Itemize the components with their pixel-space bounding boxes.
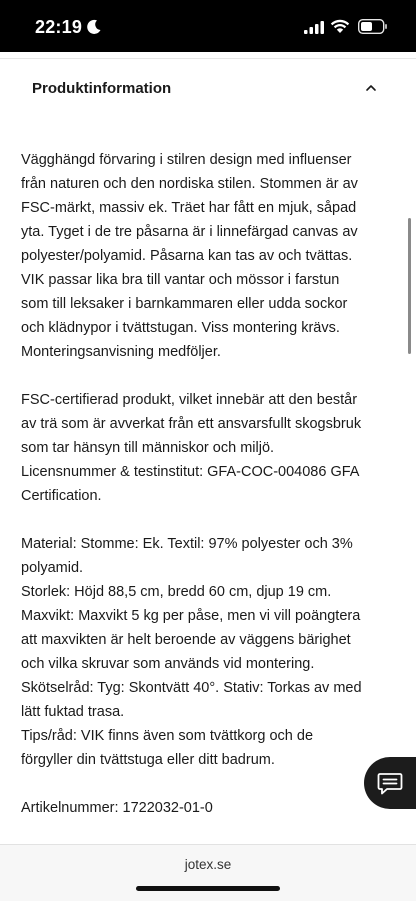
- text-line: Maxvikt: Maxvikt 5 kg per påse, men vi vill poängtera: [21, 608, 361, 624]
- text-line: Licensnummer & testinstitut: GFA-COC-004086 GFA: [21, 464, 360, 480]
- text-line: Material: Stomme: Ek. Textil: 97% polyester och 3%: [21, 536, 353, 552]
- article-number-paragraph: [21, 796, 391, 820]
- text-line: lätt fuktad trasa.: [21, 704, 125, 720]
- scrollbar[interactable]: [408, 218, 411, 354]
- text-line: VIK passar lika bra till vantar och mössor i farstun: [21, 272, 340, 288]
- text-line: FSC-certifierad produkt, vilket innebär att den består: [21, 392, 358, 408]
- text-line: Monteringsanvisning medföljer.: [21, 344, 221, 360]
- wifi-icon: [330, 19, 350, 34]
- chat-button[interactable]: [364, 757, 416, 809]
- article-number: Artikelnummer: 1722032-01-0: [21, 800, 213, 816]
- text-line: av trä som är avverkat från ett ansvarsfullt skogsbruk: [21, 416, 362, 432]
- text-line: FSC-märkt, massiv ek. Träet har fått en mjuk, såpad: [21, 200, 357, 216]
- home-indicator[interactable]: [136, 886, 280, 891]
- moon-icon: [86, 19, 102, 35]
- product-description: [21, 148, 391, 844]
- status-time: 22:19: [35, 17, 83, 37]
- address-bar-url[interactable]: jotex.se: [184, 857, 232, 872]
- text-line: som tar hänsyn till människor och miljö.: [21, 440, 275, 456]
- text-line: yta. Tyget i de tre påsarna är i linnefärgad canvas av: [21, 224, 358, 240]
- text-line: polyester/polyamid. Påsarna kan tas av och tvättas.: [21, 248, 353, 264]
- text-line: och klädnypor i tvättstugan. Viss montering krävs.: [21, 320, 340, 336]
- certification-paragraph: [21, 388, 391, 508]
- section-title: Produktinformation: [32, 80, 172, 97]
- battery-icon: [358, 19, 388, 34]
- text-line: Certification.: [21, 488, 102, 504]
- text-line: polyamid.: [21, 560, 84, 576]
- text-line: Vägghängd förvaring i stilren design med influenser: [21, 152, 352, 168]
- browser-bottom-bar: [0, 844, 416, 901]
- chat-bubble-icon: [377, 770, 403, 796]
- signal-icon: [304, 21, 324, 34]
- chevron-up-icon[interactable]: [364, 83, 378, 93]
- text-line: och vilka skruvar som används vid montering.: [21, 656, 315, 672]
- status-bar: [0, 0, 416, 52]
- description-paragraph: [21, 148, 391, 364]
- specifications-paragraph: [21, 532, 391, 772]
- text-line: som till leksaker i barnkammaren eller udda sockor: [21, 296, 348, 312]
- text-line: Storlek: Höjd 88,5 cm, bredd 60 cm, djup 19 cm.: [21, 584, 332, 600]
- product-info-header[interactable]: [0, 59, 416, 117]
- text-line: att maxvikten är helt beroende av väggens bärighet: [21, 632, 351, 648]
- text-line: Tips/råd: VIK finns även som tvättkorg och de: [21, 728, 314, 744]
- text-line: från naturen och den nordiska stilen. Stommen är av: [21, 176, 358, 192]
- text-line: förgyller din tvättstuga eller ditt badrum.: [21, 752, 275, 768]
- text-line: Skötselråd: Tyg: Skontvätt 40°. Stativ: Torkas av med: [21, 680, 362, 696]
